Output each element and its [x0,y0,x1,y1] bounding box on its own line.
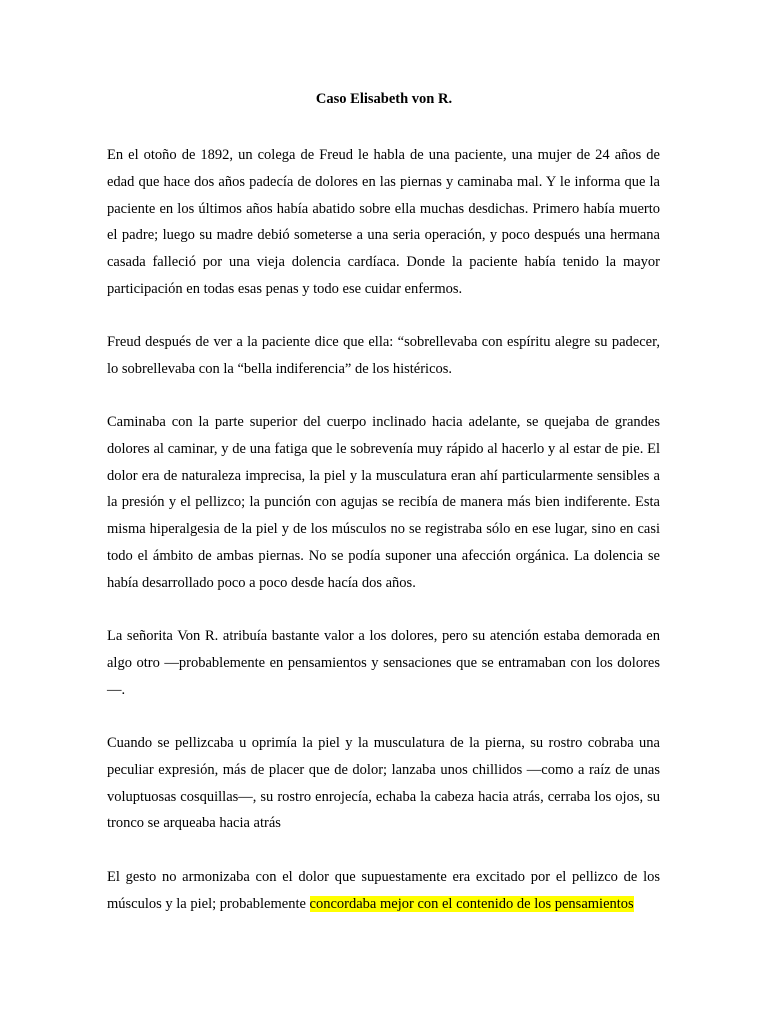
paragraph-6 [107,864,660,918]
document-title: Caso Elisabeth von R. [315,91,453,107]
paragraph-5: Cuando se pellizcaba u oprimía la piel y la musculatura de la pierna, su rostro cobraba una peculiar expresión, más de placer que de dolor; lanzaba unos chillidos —como a raíz de unas voluptuosas cosquillas—, su rostro enrojecía, echaba la cabeza hacia atrás, cerraba los ojos, su tronco se arqueaba hacia atrás [107,735,660,832]
paragraph-1: En el otoño de 1892, un colega de Freud le habla de una paciente, una mujer de 24 años de edad que hace dos años padecía de dolores en las piernas y caminaba mal. Y le informa que la paciente en los últimos años había abatido sobre ella muchas desdichas. Primero había muerto el padre; luego su madre debió someterse a una seria operación, y poco después una hermana casada falleció por una vieja dolencia cardíaca. Donde la paciente había tenido la mayor participación en todas esas penas y todo ese cuidar enfermos. [107,147,660,297]
paragraph-6-text: El gesto no armonizaba con el dolor que supuestamente era excitado por el pellizco de los músculos y la piel; probablemente [107,869,660,912]
paragraph-4: La señorita Von R. atribuía bastante valor a los dolores, pero su atención estaba demorada en algo otro —probablemente en pensamientos y sensaciones que se entramaban con los dolores—. [107,628,660,698]
paragraph-3: Caminaba con la parte superior del cuerpo inclinado hacia adelante, se quejaba de grandes dolores al caminar, y de una fatiga que le sobrevenía muy rápido al hacerlo y al estar de pie. El dolor era de naturaleza imprecisa, la piel y la musculatura eran ahí particularmente sensibles a la presión y el pellizco; la punción con agujas se recibía de manera más bien indiferente. Esta misma hiperalgesia de la piel y de los músculos no se registraba sólo en ese lugar, sino en casi todo el ámbito de ambas piernas. No se podía suponer una afección orgánica. La dolencia se había desarrollado poco a poco desde hacía dos años. [107,414,660,591]
highlighted-text: concordaba mejor con el contenido de los pensamientos [309,895,634,912]
paragraph-2: Freud después de ver a la paciente dice que ella: “sobrellevaba con espíritu alegre su padecer, lo sobrellevaba con la “bella indiferencia” de los histéricos. [107,334,660,377]
